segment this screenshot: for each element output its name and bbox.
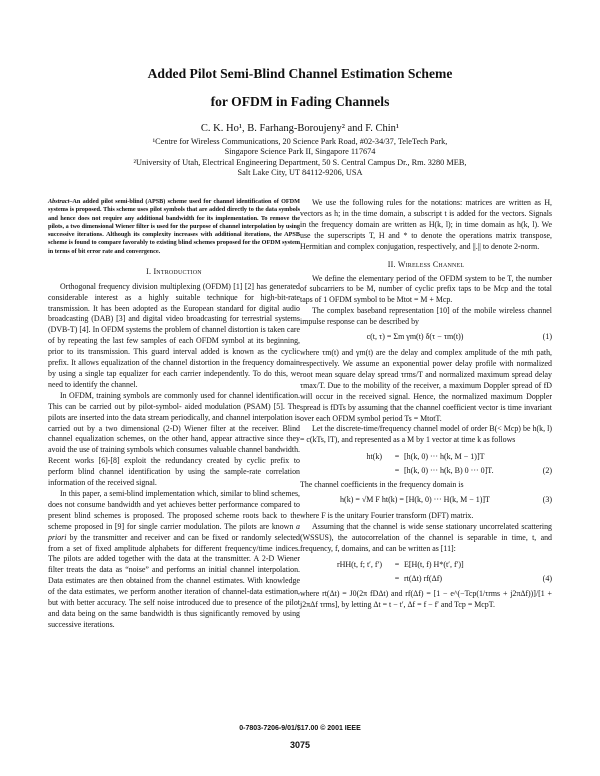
equation-4: rHH(t, f; t′, f′) = E[H(t, f) H*(t′, f′)] = rt(Δt) rf(Δf) (4) — [336, 560, 552, 584]
affiliation-2-cont: Salt Lake City, UT 84112-9206, USA — [237, 168, 363, 177]
intro-paragraph-2: In OFDM, training symbols are commonly used for channel identification. This can be carried out by pilot-symbol- aided modulation (PSAM) [5]. The pilots are inserted into the data stream periodically, and channel interpolation is carried out by a two dimensional (2-D) Wiener filter at the receiver. Blind channel equalization schemes, on the other hand, appear attractive since they avoid the use of training symbols which consumes valuable channel bandwidth. Recent works [6]-[8] exploit the redundancy created by cyclic prefix to perform blind channel identification by using the sample-rate correlation information of the received signal. — [48, 390, 300, 488]
affiliation-1: ¹Centre for Wireless Communications, 20 Science Park Road, #02-34/37, TeleTech Park, — [152, 137, 448, 146]
equation-1: c(t, τ) = Σm γm(t) δ(τ − τm(t)) (1) — [366, 332, 552, 342]
section-heading-wireless-channel: II. Wireless Channel — [387, 259, 465, 269]
channel-paragraph-2: The complex baseband representation [10] of the mobile wireless channel impulse response can be described by — [300, 306, 552, 327]
affiliation-1-cont: Singapore Science Park II, Singapore 117674 — [224, 147, 376, 156]
abstract: Abstract–An added pilot semi-blind (APSB) scheme used for channel identification of OFDM systems is proposed. This scheme uses pilot symbols that are added directly to the data symbols and hence does not require any additional bandwidth for its implementation. To remove the pilots, a two dimensional Wiener filter is used for the purpose of channel interpolation by using successive iterations. Although its complexity increases with additional iterations, the APSB scheme is found to compare favorably to existing blind schemes proposed for the OFDM system in terms of bit error rate and convergence. — [48, 198, 300, 255]
affiliation-2: ²University of Utah, Electrical Engineering Department, 50 S. Central Campus Dr., Rm. 3280 MEB, — [133, 158, 467, 167]
channel-paragraph-1: We define the elementary period of the OFDM system to be T, the number of subcarriers to be M, number of cyclic prefix taps to be Mcp and the total taps of 1 OFDM symbol to be Mtot = M + Mcp. — [300, 273, 552, 305]
copyright-line: 0-7803-7206-9/01/$17.00 © 2001 IEEE — [239, 725, 361, 732]
notation-paragraph: We use the following rules for the notations: matrices are written as H, vectors as h; in the time domain, a subscript t is added for the vectors. Signals in the frequency domain are written as H(k, l); in time domain as h(k, l). We use the superscripts T, H and * to denote the operations matrix transpose, Hermitian and complex conjugation, respectively, and ||.|| to denote 2-norm. — [300, 198, 552, 251]
channel-paragraph-8: where rt(Δt) = J0(2π fDΔt) and rf(Δf) = [1 − e^(−Tcp(1/τrms + j2πΔf))]/[1 + j2πΔf τrms], by letting Δt = t − t′, Δf = f − f′ and Tcp = McpT. — [300, 588, 552, 609]
equation-3: h(k) = √M F ht(k) = [H(k, 0) ··· H(k, M − 1)]T (3) — [340, 495, 552, 505]
right-column — [300, 198, 552, 611]
channel-paragraph-4: Let the discrete-time/frequency channel model of order B(< Mcp) be h(k, l) = c(kTs, lT), and represented as a M by 1 vector at time k as follows — [300, 424, 552, 445]
intro-paragraph-3: In this paper, a semi-blind implementation which, similar to blind schemes, does not consume bandwidth and yet achieves better performance compared to present blind schemes is proposed. The proposed scheme roots back to the scheme proposed in [9] for single carrier modulation. The pilots are known a priori by the transmitter and receiver and can be fixed or randomly selected from a set of fixed amplitude alphabets for different frequency/time indices. The pilots are added together with the data at the transmitter. A 2-D Wiener filter treats the data as “noise” and performs an initial channel interpolation. Data estimates are then obtained from the channel estimates. With knowledge of the data estimates, we perform another iteration of channel-data estimation, but with better accuracy. The self noise introduced due to presence of the pilot and data being on the same bandwidth is thus significantly removed by using successive iterations. — [48, 488, 300, 629]
equation-2: ht(k) = [h(k, 0) ··· h(k, M − 1)]T = [h(k, 0) ··· h(k, B) 0 ··· 0]T. (2) — [366, 451, 552, 475]
page-number: 3075 — [289, 740, 311, 750]
channel-paragraph-7: Assuming that the channel is wide sense stationary uncorrelated scattering (WSSUS), the autocorrelation of the channel is separable in time, t, and frequency, f, domains, and can be written as [11]: — [300, 522, 552, 553]
channel-paragraph-3: where τm(t) and γm(t) are the delay and complex amplitude of the mth path, respectively. We assume an exponential power delay profile with normalized root mean square delay spread τrms/T and normalized maximum spread delay τmax/T. Due to the mobility of the receiver, a maximum Doppler spread of fD will occur in the received signal. Hence, the normalized maximum Doppler spread is fDTs by assuming that the channel coefficient vector is time invariant over each OFDM symbol period Ts = MtotT. — [300, 348, 552, 423]
channel-paragraph-5: The channel coefficients in the frequency domain is — [300, 480, 464, 490]
paper-title-line2: for OFDM in Fading Channels — [210, 94, 390, 109]
left-column — [48, 198, 300, 631]
intro-paragraph-1: Orthogonal frequency division multiplexing (OFDM) [1] [2] has generated considerable interest as a highly suitable technique for high-bit-rate transmission. It has been adopted as the European standard for digital audio broadcasting (DAB) [3] and digital video broadcasting for terrestrial systems (DVB-T) [4]. In OFDM systems the problem of channel distortion is taken care of by repeating the last few samples of each OFDM symbol at its beginning, prior to its transmission. This guard interval added is known as the cyclic prefix. It allows equalization of the channel distortion in the frequency domain by using a single tap equalizer for each carrier independently. To do this, we need to identify the channel. — [48, 281, 300, 389]
paper-title-line1: Added Pilot Semi-Blind Channel Estimation Scheme — [147, 66, 453, 81]
authors: C. K. Ho¹, B. Farhang-Boroujeny² and F. Chin¹ — [200, 123, 400, 134]
channel-paragraph-6: where F is the unitary Fourier transform (DFT) matrix. — [300, 511, 474, 521]
section-heading-introduction: I. Introduction — [146, 266, 202, 276]
